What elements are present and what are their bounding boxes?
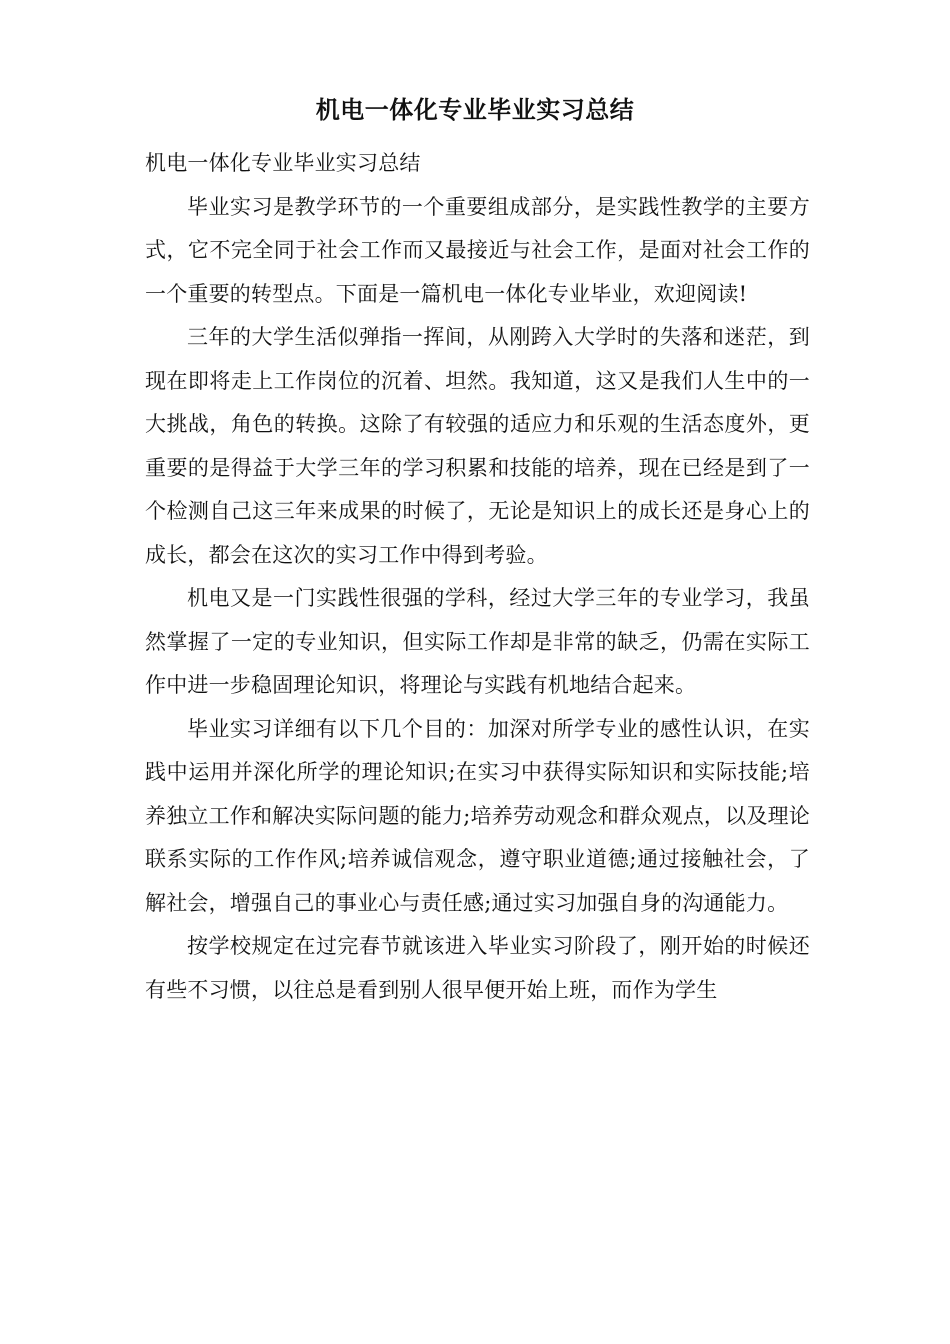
paragraph: 毕业实习是教学环节的一个重要组成部分，是实践性教学的主要方式，它不完全同于社会工作而又最接近与社会工作，是面对社会工作的一个重要的转型点。下面是一篇机电一体化专业毕业，欢迎阅读! <box>145 194 810 306</box>
document-title: 机电一体化专业毕业实习总结 <box>315 95 635 124</box>
paragraph: 机电又是一门实践性很强的学科，经过大学三年的专业学习，我虽然掌握了一定的专业知识，但实际工作却是非常的缺乏，仍需在实际工作中进一步稳固理论知识，将理论与实践有机地结合起来。 <box>145 586 810 697</box>
paragraph: 按学校规定在过完春节就该进入毕业实习阶段了，刚开始的时候还有些不习惯，以往总是看到别人很早便开始上班，而作为学生 <box>145 934 810 1002</box>
document-subtitle: 机电一体化专业毕业实习总结 <box>145 151 421 175</box>
paragraph: 三年的大学生活似弹指一挥间，从刚跨入大学时的失落和迷茫，到现在即将走上工作岗位的沉着、坦然。我知道，这又是我们人生中的一大挑战，角色的转换。这除了有较强的适应力和乐观的生活态度外，更重要的是得益于大学三年的学习积累和技能的培养，现在已经是到了一个检测自己这三年来成果的时候了，无论是知识上的成长还是身心上的成长，都会在这次的实习工作中得到考验。 <box>145 325 810 567</box>
paragraph: 毕业实习详细有以下几个目的：加深对所学专业的感性认识，在实践中运用并深化所学的理论知识;在实习中获得实际知识和实际技能;培养独立工作和解决实际问题的能力;培养劳动观念和群众观点，以及理论联系实际的工作作风;培养诚信观念，遵守职业道德;通过接触社会，了解社会，增强自己的事业心与责任感;通过实习加强自身的沟通能力。 <box>145 716 810 915</box>
document-body <box>145 142 810 1012</box>
